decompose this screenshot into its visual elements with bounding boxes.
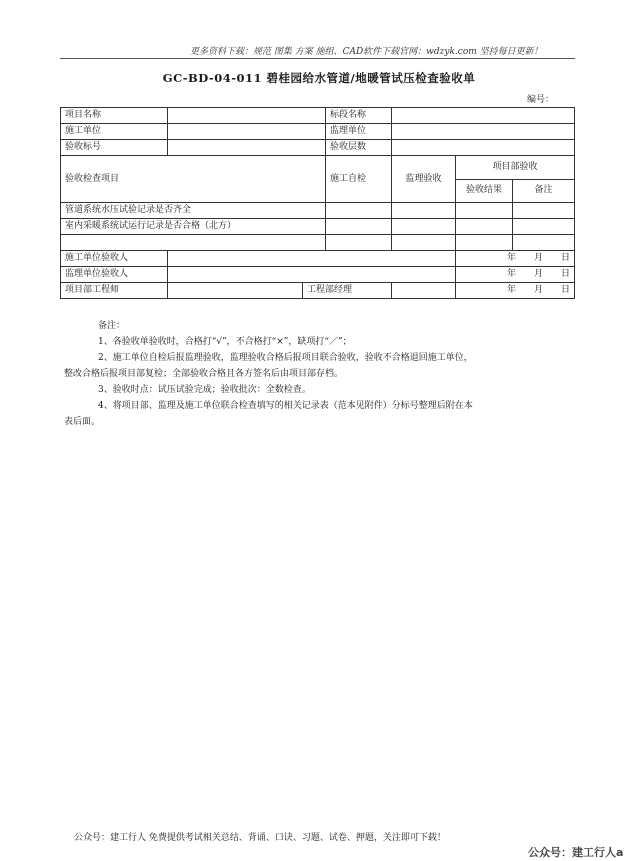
table-row — [61, 203, 575, 219]
bid-name-value[interactable] — [392, 108, 575, 124]
cell-self-check[interactable] — [326, 219, 392, 235]
engineering-manager-signature[interactable] — [392, 283, 456, 299]
project-engineer-label: 项目部工程师 — [61, 283, 168, 299]
note-line: 整改合格后报项目部复检；全部验收合格且各方签名后由项目部存档。 — [64, 369, 344, 379]
construction-unit-value[interactable] — [168, 124, 326, 140]
project-dept-acceptance-header: 项目部验收 — [456, 156, 575, 180]
cell-remarks[interactable] — [513, 235, 575, 251]
construction-acceptor-signature[interactable] — [168, 251, 456, 267]
supervision-acceptor-signature[interactable] — [168, 267, 456, 283]
watermark-text: 公众号：建工行人a — [528, 846, 624, 859]
construction-acceptor-date[interactable]: 年 月 日 — [456, 251, 575, 267]
remarks-header: 备注 — [513, 179, 575, 203]
cell-supervision[interactable] — [392, 235, 456, 251]
table-row — [61, 251, 575, 267]
header-divider — [60, 58, 575, 59]
cell-remarks[interactable] — [513, 219, 575, 235]
notes-section — [64, 318, 574, 430]
cell-result[interactable] — [456, 203, 513, 219]
supervision-unit-value[interactable] — [392, 124, 575, 140]
note-line: 4、将项目部、监理及施工单位联合检查填写的相关记录表（范本见附件）分标号整理后附在本 — [98, 401, 473, 411]
project-name-label: 项目名称 — [61, 108, 168, 124]
acceptance-section-label: 验收标号 — [61, 140, 168, 156]
cell-self-check[interactable] — [326, 203, 392, 219]
cell-result[interactable] — [456, 219, 513, 235]
construction-self-check-header: 施工自检 — [326, 156, 392, 203]
table-row — [61, 235, 575, 251]
supervision-acceptor-date[interactable]: 年 月 日 — [456, 267, 575, 283]
table-row — [61, 108, 575, 124]
engineering-manager-label: 工程部经理 — [303, 283, 392, 299]
serial-number-label: 编号： — [527, 95, 555, 105]
item-water-pressure-record: 管道系统水压试验记录是否齐全 — [61, 203, 326, 219]
construction-unit-label: 施工单位 — [61, 124, 168, 140]
project-name-value[interactable] — [168, 108, 326, 124]
cell-result[interactable] — [456, 235, 513, 251]
supervision-unit-label: 监理单位 — [326, 124, 392, 140]
table-row — [61, 156, 575, 180]
note-line: 1、各验收单验收时，合格打“√”，不合格打“×”，缺项打“／”； — [98, 337, 352, 347]
acceptance-result-header: 验收结果 — [456, 179, 513, 203]
cell-remarks[interactable] — [513, 203, 575, 219]
note-line: 3、验收时点：试压试验完成；验收批次：全数检查。 — [98, 385, 311, 395]
footer-text: 公众号：建工行人 免费提供考试相关总结、背诵、口诀、习题、试卷、押题，关注即可下载！ — [74, 833, 446, 843]
document-title: GC-BD-04-011 碧桂园给水管道/地暖管试压检查验收单 — [162, 71, 476, 85]
cell-supervision[interactable] — [392, 219, 456, 235]
project-engineer-signature[interactable] — [168, 283, 303, 299]
cell-supervision[interactable] — [392, 203, 456, 219]
project-engineer-date[interactable]: 年 月 日 — [456, 283, 575, 299]
table-row — [61, 124, 575, 140]
inspection-items-header: 验收检查项目 — [61, 156, 326, 203]
construction-acceptor-label: 施工单位验收人 — [61, 251, 168, 267]
item-heating-trial-run: 室内采暖系统试运行记录是否合格（北方） — [61, 219, 326, 235]
supervision-acceptance-header: 监理验收 — [392, 156, 456, 203]
table-row — [61, 140, 575, 156]
acceptance-form-table — [60, 107, 575, 299]
acceptance-floors-value[interactable] — [392, 140, 575, 156]
bid-name-label: 标段名称 — [326, 108, 392, 124]
note-line: 表后面。 — [64, 417, 101, 427]
table-row — [61, 219, 575, 235]
table-row — [61, 267, 575, 283]
acceptance-section-value[interactable] — [168, 140, 326, 156]
header-promo-line: 更多资料下载：规范 图集 方案 施组、CAD软件下载官网：wdzyk.com 坚持每日更新！ — [190, 47, 543, 57]
cell-self-check[interactable] — [326, 235, 392, 251]
acceptance-floors-label: 验收层数 — [326, 140, 392, 156]
notes-label: 备注： — [98, 321, 126, 331]
table-row — [61, 283, 575, 299]
supervision-acceptor-label: 监理单位验收人 — [61, 267, 168, 283]
note-line: 2、施工单位自检后报监理验收，监理验收合格后报项目联合验收，验收不合格退回施工单位， — [98, 353, 473, 363]
item-blank[interactable] — [61, 235, 326, 251]
